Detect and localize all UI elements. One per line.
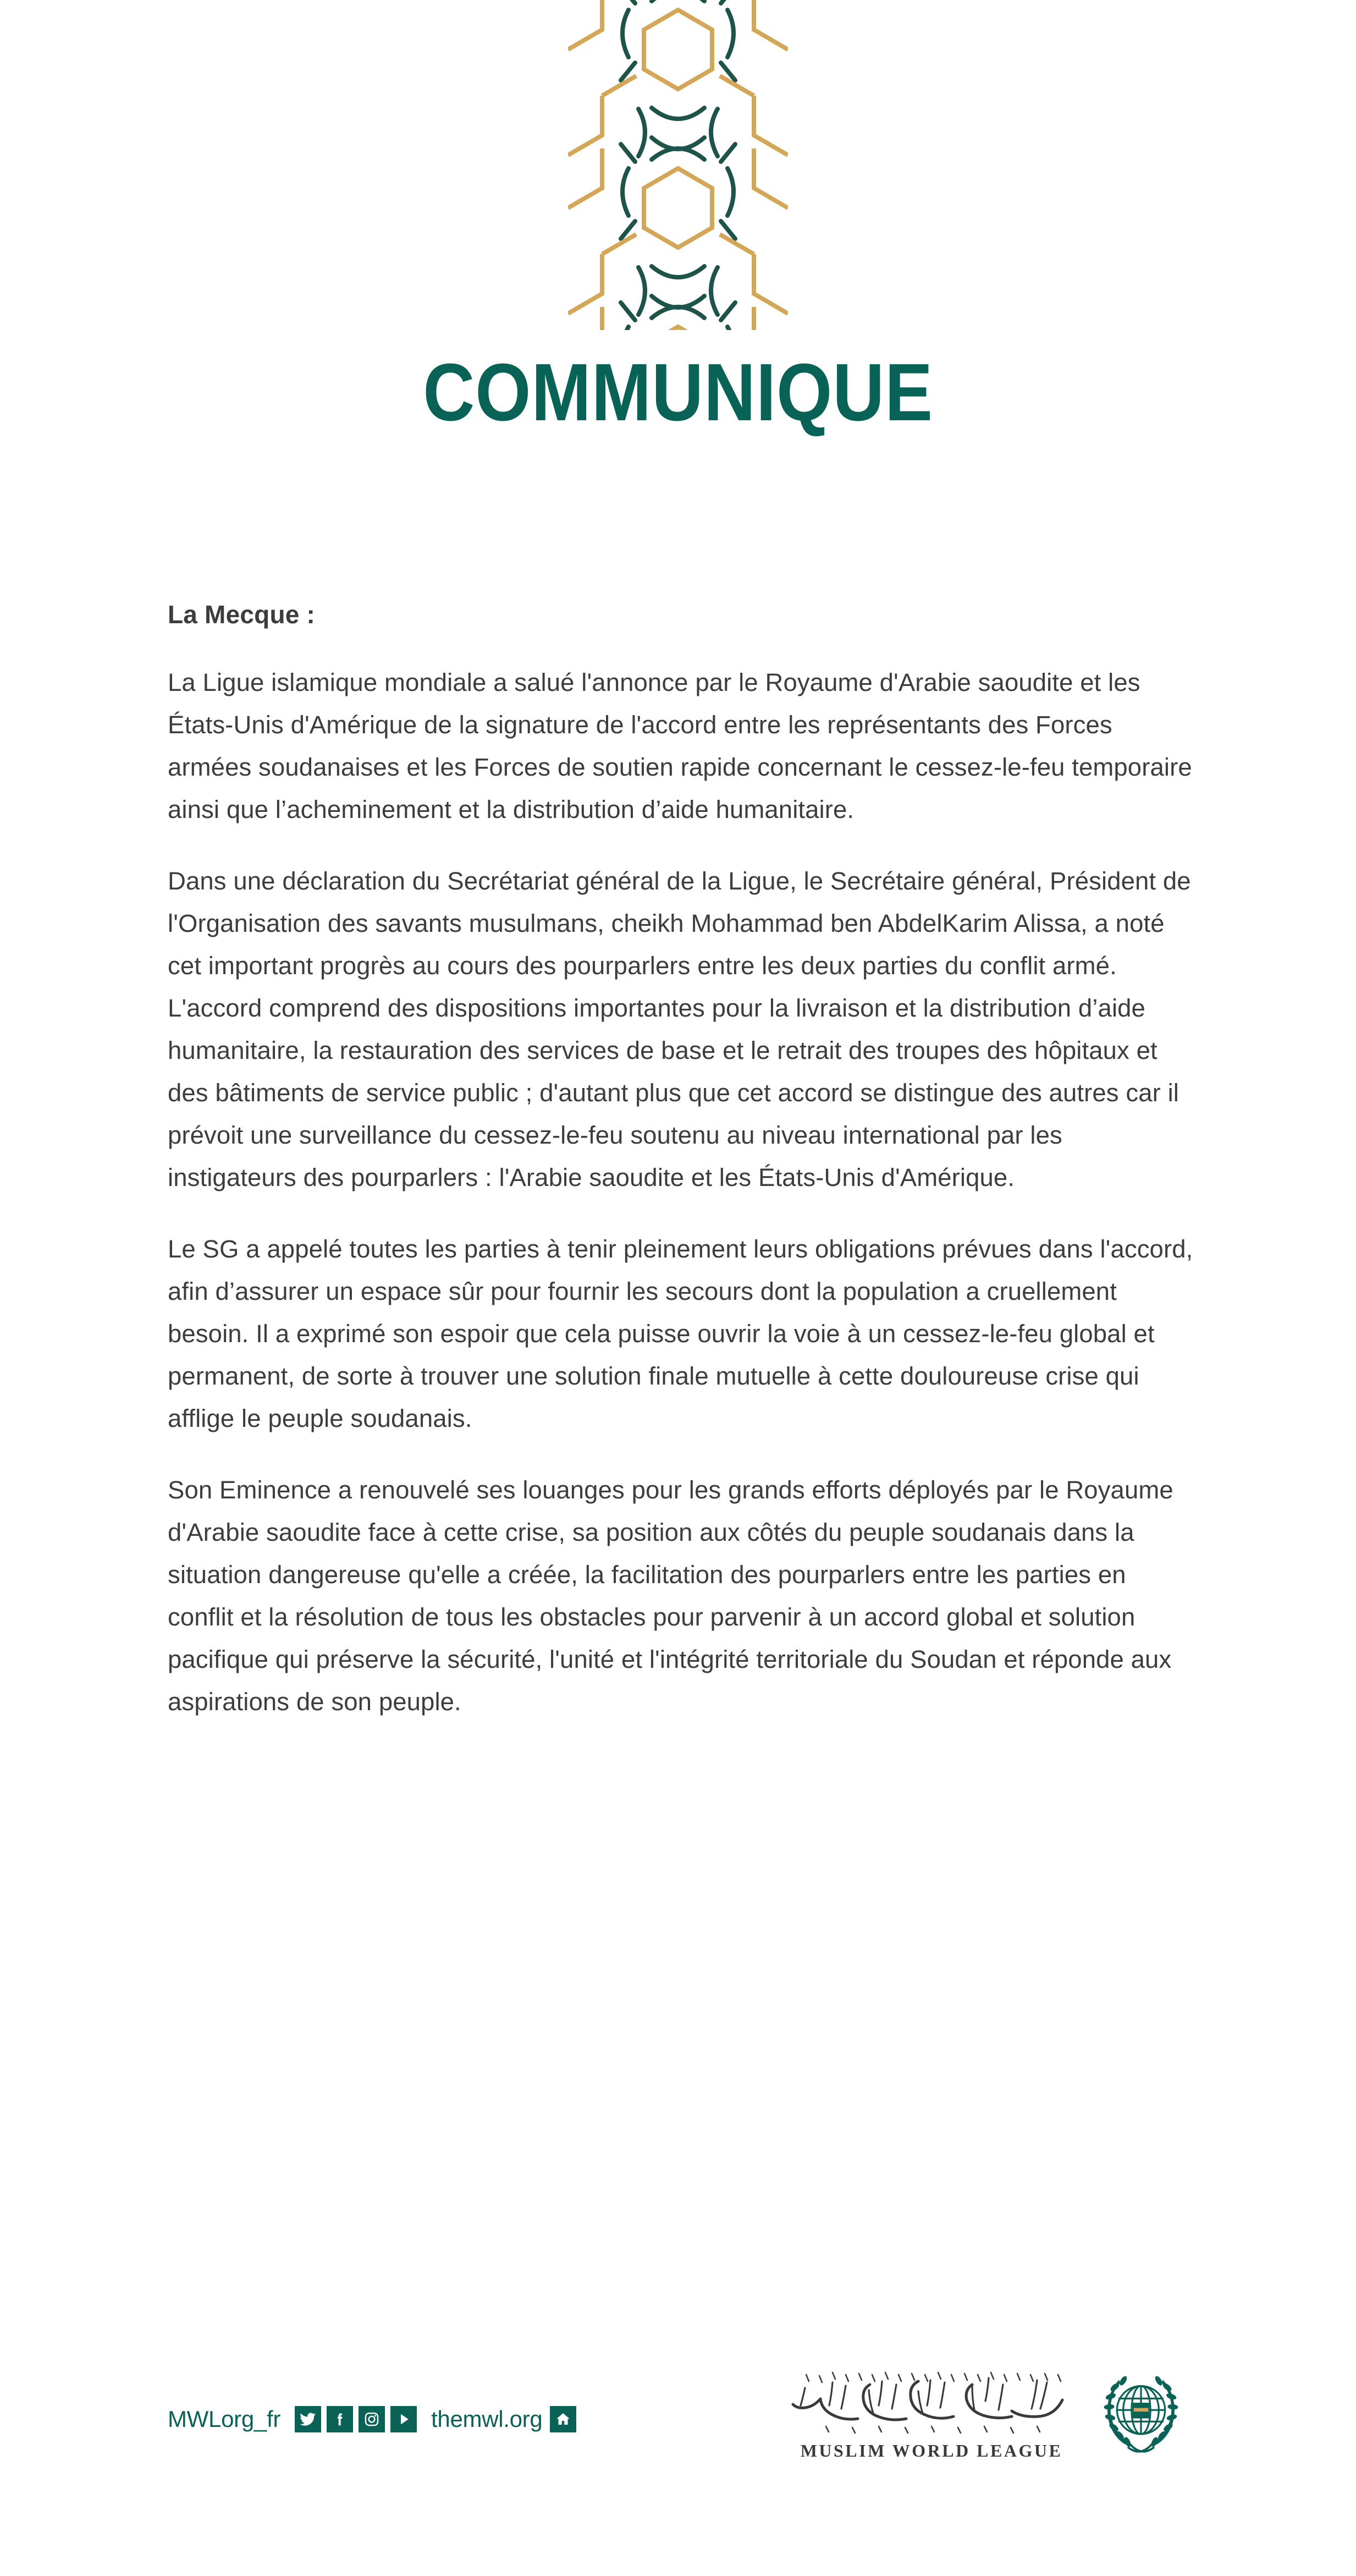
page-title-container — [0, 347, 1356, 438]
instagram-icon[interactable] — [359, 2406, 385, 2432]
social-handle: MWLorg_fr — [168, 2406, 281, 2432]
organization-logo — [789, 2361, 1193, 2465]
home-glyph — [555, 2411, 571, 2427]
islamic-geometric-hexagon-pattern — [568, 0, 788, 330]
twitter-glyph — [300, 2411, 316, 2427]
social-media-bar — [168, 2403, 576, 2436]
document-body — [168, 600, 1193, 1723]
twitter-icon[interactable] — [295, 2406, 321, 2432]
header-ornament-band — [0, 0, 1356, 330]
arabic-calligraphy-rabitat-alalam-alislami — [789, 2366, 1074, 2437]
page-footer — [0, 2354, 1356, 2497]
facebook-glyph — [332, 2411, 348, 2427]
dateline: La Mecque : — [168, 600, 316, 629]
body-paragraph: Son Eminence a renouvelé ses louanges pour les grands efforts déployés par le Royaume d'Arabie saoudite face à cette crise, sa position aux côtés du peuple soudanais dans la situation dangereuse qu'elle a créée, la facilitation des pourparlers entre les parties en conflit et la résolution de tous les obstacles pour parvenir à un accord global et solution pacifique qui préserve la sécurité, l'unité et l'intégrité territoriale du Soudan et réponde aux aspirations de son peuple. — [168, 1476, 1173, 1716]
body-paragraph: La Ligue islamique mondiale a salué l'annonce par le Royaume d'Arabie saoudite et les États-Unis d'Amérique de la signature de l'accord entre les représentants des Forces armées soudanaises et les Forces de soutien rapide concernant le cessez-le-feu temporaire ainsi que l’acheminement et la distribution d’aide humanitaire. — [168, 668, 1192, 823]
logo-wordmark — [789, 2366, 1074, 2461]
website-url[interactable]: themwl.org — [431, 2406, 543, 2432]
instagram-glyph — [363, 2411, 380, 2427]
social-icon-group — [295, 2406, 417, 2432]
body-paragraph: Dans une déclaration du Secrétariat général de la Ligue, le Secrétaire général, Président de l'Organisation des savants musulmans, cheikh Mohammad ben AbdelKarim Alissa, a noté cet important progrès au cours des pourparlers entre les deux parties du conflit armé. L'accord comprend des dispositions importantes pour la livraison et la distribution d’aide humanitaire, la restauration des services de base et le retrait des troupes des hôpitaux et des bâtiments de service public ; d'autant plus que cet accord se distingue des autres car il prévoit une surveillance du cessez-le-feu soutenu au niveau international par les instigateurs des pourparlers : l'Arabie saoudite et les États-Unis d'Amérique. — [168, 867, 1191, 1191]
youtube-play-glyph — [395, 2411, 412, 2427]
body-paragraph: Le SG a appelé toutes les parties à tenir pleinement leurs obligations prévues dans l'accord, afin d’assurer un espace sûr pour fournir les secours dont la population a cruellement besoin. Il a exprimé son espoir que cela puisse ouvrir la voie à un cessez-le-feu global et permanent, de sorte à trouver une solution finale mutuelle à cette douloureuse crise qui afflige le peuple soudanais. — [168, 1235, 1193, 1432]
page-title: COMMUNIQUE — [423, 347, 933, 438]
youtube-icon[interactable] — [390, 2406, 417, 2432]
muslim-world-league-globe-wreath-emblem — [1089, 2361, 1193, 2465]
facebook-icon[interactable] — [327, 2406, 353, 2432]
home-icon[interactable] — [550, 2406, 576, 2432]
logo-latin-name: MUSLIM WORLD LEAGUE — [800, 2440, 1063, 2460]
